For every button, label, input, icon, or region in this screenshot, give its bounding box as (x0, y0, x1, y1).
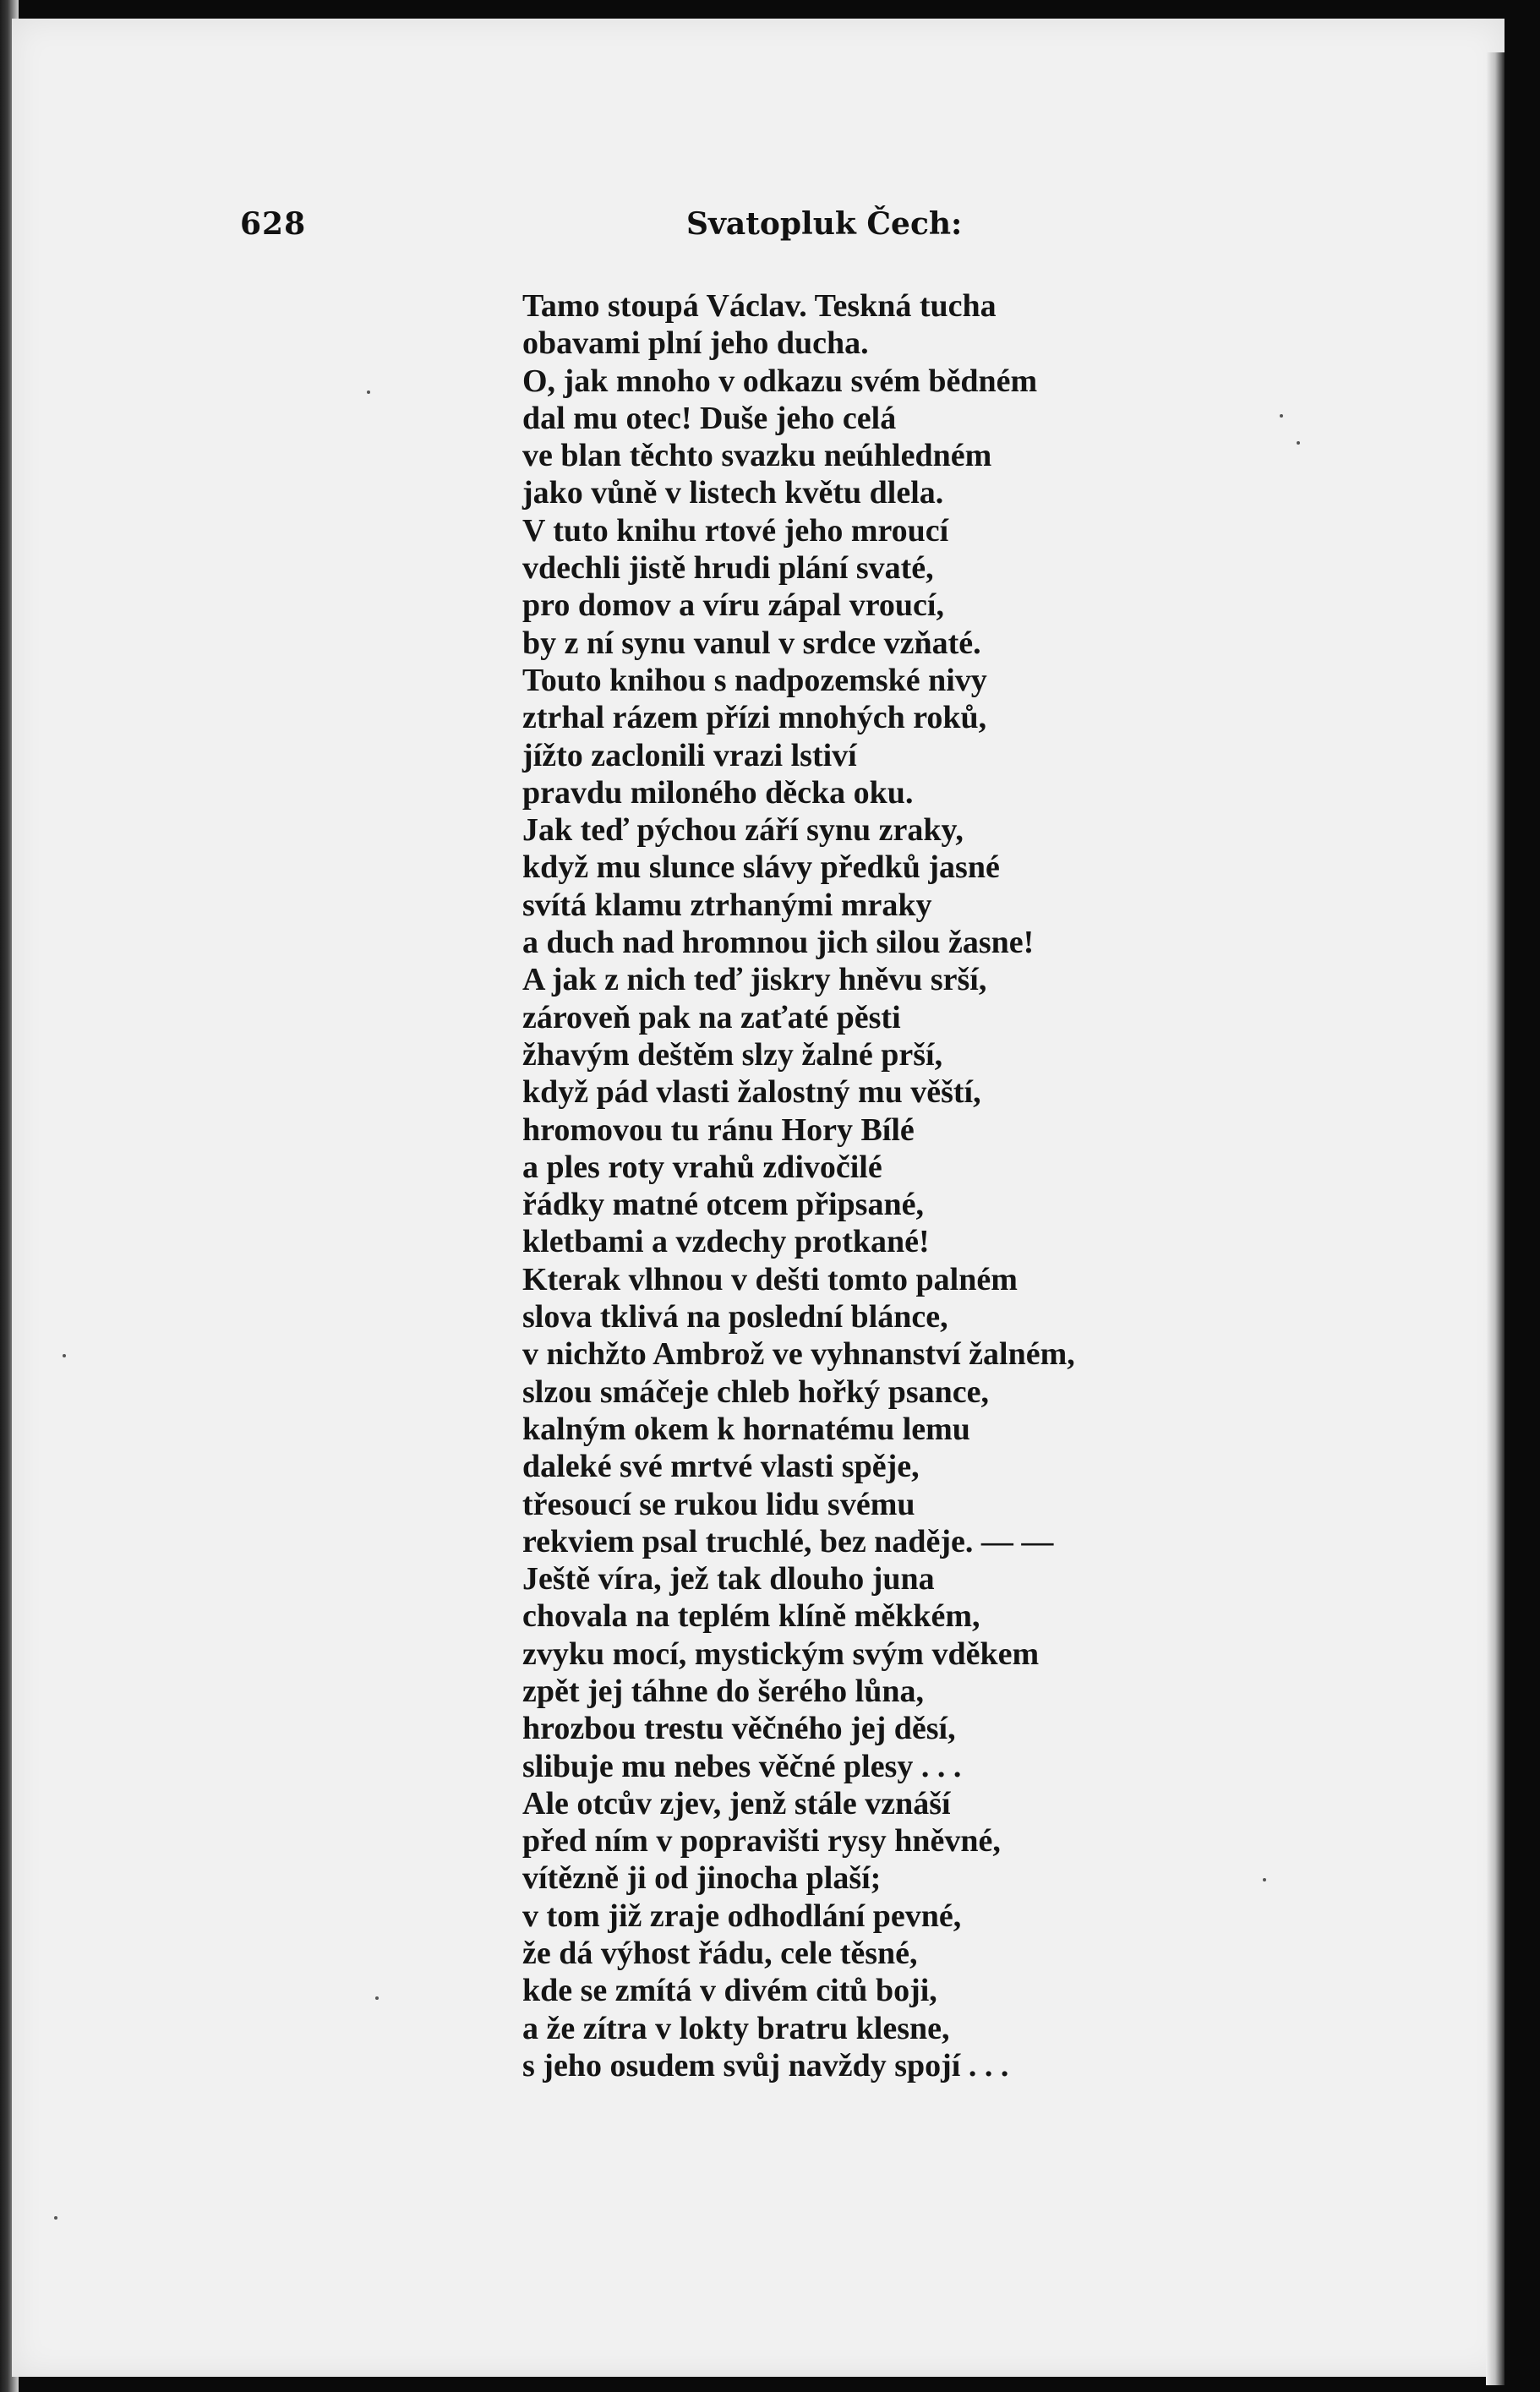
poem-text (522, 287, 1165, 2084)
running-title: Svatopluk Čech: (686, 206, 963, 242)
poem-line: žhavým deštěm slzy žalné prší, (522, 1036, 943, 1073)
poem-line: hrozbou trestu věčného jej děsí, (522, 1711, 956, 1747)
poem-line: daleké své mrtvé vlasti spěje, (522, 1449, 920, 1485)
poem-line: a že zítra v lokty bratru klesne, (522, 2010, 950, 2046)
poem-line: kletbami a vzdechy protkané! (522, 1224, 930, 1260)
poem-line: vítězně ji od jinocha plaší; (522, 1860, 882, 1897)
poem-line: zpět jej táhne do šerého lůna, (522, 1673, 924, 1709)
poem-line: kalným okem k hornatému lemu (522, 1411, 970, 1447)
poem-line: Jak teď pýchou září synu zraky, (522, 812, 964, 849)
poem-line: Ale otcův zjev, jenž stále vznáší (522, 1785, 951, 1821)
poem-line: ve blan těchto svazku neúhledném (522, 438, 992, 474)
scan-speck (1297, 441, 1300, 445)
poem-line: by z ní synu vanul v srdce vzňaté. (522, 625, 981, 661)
poem-line: slova tklivá na poslední blánce, (522, 1299, 948, 1335)
poem-line: v nichžto Ambrož ve vyhnanství žalném, (522, 1336, 1075, 1373)
page-gutter-shadow (1486, 52, 1505, 2385)
poem-line: když pád vlasti žalostný mu věští, (522, 1074, 981, 1111)
running-head (240, 206, 1170, 248)
poem-line: jížto zaclonili vrazi lstiví (522, 737, 857, 773)
poem-line: hromovou tu ránu Hory Bílé (522, 1111, 915, 1148)
poem-line: pro domov a víru zápal vroucí, (522, 587, 944, 624)
scan-speck (367, 390, 370, 394)
scan-speck (1263, 1878, 1266, 1881)
page-number: 628 (240, 206, 307, 242)
poem-line: Ještě víra, jež tak dlouho juna (522, 1561, 935, 1597)
poem-line: chovala na teplém klíně měkkém, (522, 1598, 980, 1635)
poem-line: vdechli jistě hrudi plání svaté, (522, 550, 934, 587)
poem-line: ztrhal rázem přízi mnohých roků, (522, 700, 987, 736)
book-page (12, 19, 1505, 2377)
poem-line: že dá výhost řádu, cele těsné, (522, 1936, 918, 1972)
poem-line: pravdu miloného děcka oku. (522, 774, 914, 811)
poem-line: a ples roty vrahů zdivočilé (522, 1149, 882, 1185)
scan-speck (1280, 414, 1283, 418)
poem-line: s jeho osudem svůj navždy spojí . . . (522, 2047, 1009, 2083)
scan-speck (63, 1354, 66, 1357)
poem-line: A jak z nich teď jiskry hněvu srší, (522, 962, 987, 998)
poem-line: kde se zmítá v divém citů boji, (522, 1973, 937, 2009)
poem-line: Tamo stoupá Václav. Teskná tucha (522, 288, 997, 324)
poem-line: slzou smáčeje chleb hořký psance, (522, 1373, 990, 1410)
scan-speck (54, 2216, 57, 2220)
poem-line: v tom již zraje odhodlání pevné, (522, 1898, 962, 1934)
poem-line: třesoucí se rukou lidu svému (522, 1486, 915, 1522)
poem-line: Touto knihou s nadpozemské nivy (522, 662, 987, 698)
poem-line: rekviem psal truchlé, bez naděje. — — (522, 1523, 1054, 1559)
poem-line: řádky matné otcem připsané, (522, 1187, 924, 1223)
poem-line: svítá klamu ztrhanými mraky (522, 887, 932, 923)
poem-line: když mu slunce slávy předků jasné (522, 849, 1000, 886)
poem-line: zvyku mocí, mystickým svým vděkem (522, 1636, 1040, 1672)
poem-line: O, jak mnoho v odkazu svém bědném (522, 363, 1038, 399)
poem-line: zároveň pak na zaťaté pěsti (522, 999, 901, 1035)
poem-line: obavami plní jeho ducha. (522, 325, 869, 362)
poem-line: a duch nad hromnou jich silou žasne! (522, 925, 1035, 961)
poem-line: jako vůně v listech květu dlela. (522, 475, 944, 511)
poem-line: před ním v popravišti rysy hněvné, (522, 1823, 1001, 1860)
poem-line: V tuto knihu rtové jeho mroucí (522, 512, 949, 549)
scan-speck (375, 1996, 379, 2000)
poem-line: dal mu otec! Duše jeho celá (522, 400, 897, 436)
poem-line: Kterak vlhnou v dešti tomto palném (522, 1261, 1018, 1297)
poem-line: slibuje mu nebes věčné plesy . . . (522, 1748, 962, 1784)
